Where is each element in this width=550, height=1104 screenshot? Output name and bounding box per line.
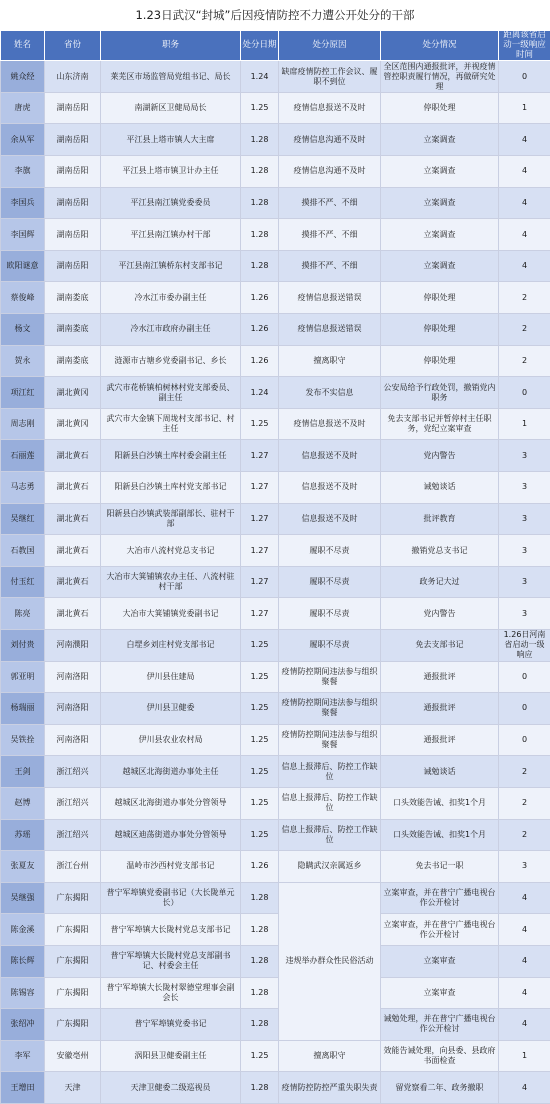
cell-name: 苏瑶 <box>1 819 45 851</box>
cell-date: 1.27 <box>241 440 279 472</box>
cell-position: 莱芜区市场监管局党组书记、局长 <box>101 61 241 93</box>
cell-position: 伊川县农业农村局 <box>101 724 241 756</box>
cell-days: 2 <box>499 819 550 851</box>
cell-date: 1.24 <box>241 61 279 93</box>
cell-name: 吴继红 <box>1 503 45 535</box>
cell-date: 1.25 <box>241 92 279 124</box>
table-row <box>1 1040 550 1072</box>
cell-position: 冷水江市委办副主任 <box>101 282 241 314</box>
header-name: 姓名 <box>1 31 45 61</box>
cell-province: 广东揭阳 <box>45 1009 101 1041</box>
cell-date: 1.28 <box>241 945 279 977</box>
cell-position: 天津卫健委二级巡视员 <box>101 1072 241 1104</box>
table-row <box>1 598 550 630</box>
cell-name: 赵博 <box>1 787 45 819</box>
cell-province: 湖南岳阳 <box>45 92 101 124</box>
cell-position: 越城区北海街道办事处主任 <box>101 756 241 788</box>
cell-days: 3 <box>499 472 550 504</box>
header-reason: 处分原因 <box>279 31 381 61</box>
cell-result: 留党察看二年、政务撤职 <box>381 1072 499 1104</box>
cell-name: 李旗 <box>1 156 45 188</box>
cell-reason: 疫情防控期间违法参与组织聚餐 <box>279 724 381 756</box>
cell-result: 立案调查 <box>381 124 499 156</box>
cell-name: 陈亮 <box>1 598 45 630</box>
cell-position: 越城区迪荡街道办事处分管领导 <box>101 819 241 851</box>
cell-days: 4 <box>499 977 550 1009</box>
cell-days: 4 <box>499 1072 550 1104</box>
cell-province: 湖北黄石 <box>45 440 101 472</box>
cell-days: 4 <box>499 882 550 914</box>
cell-days: 4 <box>499 219 550 251</box>
cell-result: 免去书记一职 <box>381 851 499 883</box>
cell-reason: 信息上报滞后、防控工作缺位 <box>279 819 381 851</box>
cell-position: 阳新县白沙镇武装部副部长、驻村干部 <box>101 503 241 535</box>
cell-result: 立案审查 <box>381 945 499 977</box>
cell-days: 3 <box>499 598 550 630</box>
cell-reason: 疫情信息沟通不及时 <box>279 124 381 156</box>
cell-reason: 缺席疫情防控工作会议、履职不到位 <box>279 61 381 93</box>
cell-date: 1.25 <box>241 787 279 819</box>
table-row <box>1 345 550 377</box>
cell-name: 石丽莲 <box>1 440 45 472</box>
cell-reason: 疫情信息报送不及时 <box>279 92 381 124</box>
table-row <box>1 124 550 156</box>
cell-name: 王增田 <box>1 1072 45 1104</box>
cell-name: 杨文 <box>1 314 45 346</box>
cell-days: 4 <box>499 1009 550 1041</box>
cell-name: 欧阳谜意 <box>1 250 45 282</box>
cell-province: 河南洛阳 <box>45 661 101 693</box>
cell-name: 郭亚明 <box>1 661 45 693</box>
cell-reason: 摸排不严、不细 <box>279 250 381 282</box>
cell-position: 普宁军埠镇党委书记 <box>101 1009 241 1041</box>
cell-position: 普宁军埠镇党委副书记（大长陇单元长） <box>101 882 241 914</box>
cell-name: 王剑 <box>1 756 45 788</box>
table-title: 1.23日武汉“封城”后因疫情防控不力遭公开处分的干部 <box>0 0 550 30</box>
cell-date: 1.25 <box>241 1040 279 1072</box>
header-date: 处分日期 <box>241 31 279 61</box>
cell-result: 批评教育 <box>381 503 499 535</box>
cell-name: 李军 <box>1 1040 45 1072</box>
table-row <box>1 219 550 251</box>
cell-date: 1.25 <box>241 693 279 725</box>
table-row <box>1 693 550 725</box>
cell-result: 立案调查 <box>381 250 499 282</box>
cell-days: 2 <box>499 345 550 377</box>
cell-date: 1.28 <box>241 124 279 156</box>
cell-position: 阳新县白沙镇土库村委会副主任 <box>101 440 241 472</box>
cell-days: 4 <box>499 914 550 946</box>
cell-days: 0 <box>499 724 550 756</box>
cell-date: 1.27 <box>241 503 279 535</box>
cell-province: 湖北黄冈 <box>45 377 101 409</box>
cell-result: 通报批评 <box>381 724 499 756</box>
cell-date: 1.28 <box>241 187 279 219</box>
cell-reason: 履职不尽责 <box>279 629 381 661</box>
cell-result: 撤销党总支书记 <box>381 535 499 567</box>
cell-name: 陈长辉 <box>1 945 45 977</box>
cell-position: 平江县南江镇党委委员 <box>101 187 241 219</box>
header-province: 省份 <box>45 31 101 61</box>
cell-days: 0 <box>499 661 550 693</box>
cell-days: 3 <box>499 851 550 883</box>
cell-position: 大冶市八流村党总支书记 <box>101 535 241 567</box>
cell-result: 通报批评 <box>381 661 499 693</box>
cell-days: 3 <box>499 566 550 598</box>
cell-result: 停职处理 <box>381 314 499 346</box>
cell-reason: 履职不尽责 <box>279 598 381 630</box>
table-row <box>1 314 550 346</box>
cell-result: 诫勉处理，并在普宁广播电视台作公开检讨 <box>381 1009 499 1041</box>
table-row <box>1 882 550 914</box>
cell-province: 安徽亳州 <box>45 1040 101 1072</box>
cell-province: 湖北黄石 <box>45 598 101 630</box>
cell-days: 1 <box>499 1040 550 1072</box>
cell-reason: 擅离职守 <box>279 345 381 377</box>
cell-name: 陈金溪 <box>1 914 45 946</box>
cell-reason: 疫情信息沟通不及时 <box>279 156 381 188</box>
table-row <box>1 61 550 93</box>
cell-province: 广东揭阳 <box>45 945 101 977</box>
cell-position: 冷水江市政府办副主任 <box>101 314 241 346</box>
cell-date: 1.27 <box>241 598 279 630</box>
cell-position: 白堽乡刘庄村党支部书记 <box>101 629 241 661</box>
cell-position: 伊川县住建局 <box>101 661 241 693</box>
cell-date: 1.26 <box>241 345 279 377</box>
cell-name: 张夏友 <box>1 851 45 883</box>
cell-province: 浙江绍兴 <box>45 756 101 788</box>
cell-reason: 隐瞒武汉亲属返乡 <box>279 851 381 883</box>
cell-province: 湖南岳阳 <box>45 219 101 251</box>
table-row <box>1 914 550 946</box>
cell-reason: 摸排不严、不细 <box>279 219 381 251</box>
cell-date: 1.26 <box>241 282 279 314</box>
cell-date: 1.25 <box>241 756 279 788</box>
cell-days: 1 <box>499 408 550 440</box>
cell-result: 立案审查 <box>381 977 499 1009</box>
cell-days: 2 <box>499 314 550 346</box>
cell-name: 贺永 <box>1 345 45 377</box>
table-row <box>1 945 550 977</box>
cell-reason: 违规举办群众性民俗活动 <box>279 882 381 1040</box>
cell-date: 1.25 <box>241 724 279 756</box>
cell-date: 1.25 <box>241 408 279 440</box>
cell-position: 阳新县白沙镇土库村党支部书记 <box>101 472 241 504</box>
cell-date: 1.28 <box>241 1072 279 1104</box>
cell-position: 越城区北海街道办事处分管领导 <box>101 787 241 819</box>
cell-days: 0 <box>499 61 550 93</box>
cell-name: 项江红 <box>1 377 45 409</box>
cell-name: 陈锡容 <box>1 977 45 1009</box>
cell-days: 3 <box>499 440 550 472</box>
cell-result: 免去支部书记并暂停村主任职务，党纪立案审查 <box>381 408 499 440</box>
table-row <box>1 408 550 440</box>
cell-reason: 信息报送不及时 <box>279 472 381 504</box>
cell-position: 平江县南江镇办村干部 <box>101 219 241 251</box>
cell-province: 湖南岳阳 <box>45 187 101 219</box>
table-row <box>1 851 550 883</box>
cell-result: 口头效能告诫、扣奖1个月 <box>381 819 499 851</box>
cell-reason: 履职不尽责 <box>279 566 381 598</box>
cell-result: 党内警告 <box>381 598 499 630</box>
cell-reason: 疫情信息报送不及时 <box>279 408 381 440</box>
cell-position: 武穴市花桥镇柏树林村党支部委员、副主任 <box>101 377 241 409</box>
cell-province: 湖南岳阳 <box>45 124 101 156</box>
cell-name: 周志刚 <box>1 408 45 440</box>
cell-position: 武穴市大金镇下周垅村支部书记、村主任 <box>101 408 241 440</box>
cell-province: 广东揭阳 <box>45 977 101 1009</box>
table-row <box>1 1009 550 1041</box>
cell-result: 诫勉谈话 <box>381 472 499 504</box>
cell-days: 0 <box>499 377 550 409</box>
cell-date: 1.27 <box>241 535 279 567</box>
cell-reason: 疫情防控期间违法参与组织聚餐 <box>279 661 381 693</box>
cell-result: 效能告诫处理，向县委、县政府书面检查 <box>381 1040 499 1072</box>
table-row <box>1 756 550 788</box>
cell-position: 温岭市沙西村党支部书记 <box>101 851 241 883</box>
cell-date: 1.24 <box>241 377 279 409</box>
cell-days: 3 <box>499 503 550 535</box>
cell-date: 1.28 <box>241 250 279 282</box>
table-row <box>1 1072 550 1104</box>
cell-result: 立案调查 <box>381 219 499 251</box>
cell-result: 政务记大过 <box>381 566 499 598</box>
cell-name: 余从军 <box>1 124 45 156</box>
cell-date: 1.28 <box>241 219 279 251</box>
cell-result: 停职处理 <box>381 345 499 377</box>
table-row <box>1 156 550 188</box>
cell-province: 山东济南 <box>45 61 101 93</box>
cell-days: 4 <box>499 250 550 282</box>
table-row <box>1 819 550 851</box>
cell-province: 湖南娄底 <box>45 345 101 377</box>
cell-name: 李国辉 <box>1 219 45 251</box>
cell-name: 吴继强 <box>1 882 45 914</box>
cell-name: 刘付贵 <box>1 629 45 661</box>
table-row <box>1 282 550 314</box>
table-row <box>1 977 550 1009</box>
cell-province: 湖北黄石 <box>45 503 101 535</box>
cell-position: 大冶市大箕铺镇农办主任、八流村驻村干部 <box>101 566 241 598</box>
cell-date: 1.28 <box>241 977 279 1009</box>
cell-days: 4 <box>499 156 550 188</box>
cell-result: 停职处理 <box>381 92 499 124</box>
cell-province: 浙江绍兴 <box>45 787 101 819</box>
cell-province: 湖南娄底 <box>45 314 101 346</box>
cell-days: 2 <box>499 282 550 314</box>
cell-days: 4 <box>499 187 550 219</box>
cell-province: 广东揭阳 <box>45 882 101 914</box>
cell-date: 1.25 <box>241 629 279 661</box>
cell-result: 诫勉谈话 <box>381 756 499 788</box>
cell-reason: 信息上报滞后、防控工作缺位 <box>279 787 381 819</box>
table-row <box>1 724 550 756</box>
cell-date: 1.26 <box>241 851 279 883</box>
cell-name: 蔡俊峰 <box>1 282 45 314</box>
cell-date: 1.25 <box>241 819 279 851</box>
table-row <box>1 503 550 535</box>
cell-province: 天津 <box>45 1072 101 1104</box>
header-days: 距离该省启动一级响应时间 <box>499 31 550 61</box>
cell-days: 1.26日河南省启动一级响应 <box>499 629 550 661</box>
cell-position: 大冶市大箕铺镇党委副书记 <box>101 598 241 630</box>
cell-name: 张绍冲 <box>1 1009 45 1041</box>
header-position: 职务 <box>101 31 241 61</box>
cell-province: 湖北黄冈 <box>45 408 101 440</box>
cell-reason: 疫情信息报送错误 <box>279 314 381 346</box>
cell-reason: 信息报送不及时 <box>279 503 381 535</box>
cell-days: 1 <box>499 92 550 124</box>
table-row <box>1 661 550 693</box>
cell-position: 平江县南江镇桥东村支部书记 <box>101 250 241 282</box>
cell-date: 1.28 <box>241 1009 279 1041</box>
discipline-table <box>0 30 550 1104</box>
cell-position: 涡阳县卫健委副主任 <box>101 1040 241 1072</box>
cell-reason: 信息报送不及时 <box>279 440 381 472</box>
cell-name: 姚众经 <box>1 61 45 93</box>
cell-reason: 疫情防控防控严重失职失责 <box>279 1072 381 1104</box>
cell-result: 党内警告 <box>381 440 499 472</box>
cell-name: 马志勇 <box>1 472 45 504</box>
cell-name: 唐虎 <box>1 92 45 124</box>
cell-reason: 擅离职守 <box>279 1040 381 1072</box>
cell-province: 河南洛阳 <box>45 693 101 725</box>
cell-date: 1.28 <box>241 156 279 188</box>
cell-province: 浙江台州 <box>45 851 101 883</box>
cell-position: 南湖新区卫健局局长 <box>101 92 241 124</box>
cell-days: 4 <box>499 945 550 977</box>
cell-days: 4 <box>499 124 550 156</box>
table-row <box>1 250 550 282</box>
cell-position: 普宁军埠镇大长陇村翠德堂理事会副会长 <box>101 977 241 1009</box>
cell-province: 湖南岳阳 <box>45 250 101 282</box>
table-row <box>1 629 550 661</box>
table-row <box>1 787 550 819</box>
cell-position: 伊川县卫健委 <box>101 693 241 725</box>
header-row <box>1 31 550 61</box>
cell-result: 立案调查 <box>381 156 499 188</box>
cell-province: 湖南娄底 <box>45 282 101 314</box>
cell-name: 李国兵 <box>1 187 45 219</box>
cell-position: 涟源市古塘乡党委副书记、乡长 <box>101 345 241 377</box>
cell-result: 全区范围内通报批评，并视疫情管控职责履行情况，再做研究处理 <box>381 61 499 93</box>
cell-days: 2 <box>499 787 550 819</box>
cell-result: 口头效能告诫、扣奖1个月 <box>381 787 499 819</box>
cell-date: 1.28 <box>241 914 279 946</box>
cell-days: 2 <box>499 756 550 788</box>
cell-result: 公安局给予行政处罚，撤销党内职务 <box>381 377 499 409</box>
cell-date: 1.25 <box>241 661 279 693</box>
table-row <box>1 566 550 598</box>
cell-date: 1.27 <box>241 566 279 598</box>
cell-date: 1.26 <box>241 314 279 346</box>
cell-name: 杨瑞丽 <box>1 693 45 725</box>
table-row <box>1 187 550 219</box>
cell-days: 0 <box>499 693 550 725</box>
cell-province: 广东揭阳 <box>45 914 101 946</box>
header-result: 处分情况 <box>381 31 499 61</box>
cell-reason: 疫情信息报送错误 <box>279 282 381 314</box>
cell-reason: 发布不实信息 <box>279 377 381 409</box>
cell-result: 停职处理 <box>381 282 499 314</box>
cell-province: 湖北黄石 <box>45 535 101 567</box>
table-body <box>1 61 550 1104</box>
cell-position: 平江县上塔市镇卫计办主任 <box>101 156 241 188</box>
cell-name: 石教国 <box>1 535 45 567</box>
cell-name: 付玉红 <box>1 566 45 598</box>
cell-result: 立案调查 <box>381 187 499 219</box>
cell-province: 河南濮阳 <box>45 629 101 661</box>
cell-province: 湖北黄石 <box>45 566 101 598</box>
table-row <box>1 92 550 124</box>
cell-province: 湖南岳阳 <box>45 156 101 188</box>
table-row <box>1 377 550 409</box>
cell-province: 湖北黄石 <box>45 472 101 504</box>
cell-date: 1.28 <box>241 882 279 914</box>
cell-name: 吴铁拴 <box>1 724 45 756</box>
cell-province: 浙江绍兴 <box>45 819 101 851</box>
table-row <box>1 440 550 472</box>
cell-reason: 信息上报滞后、防控工作缺位 <box>279 756 381 788</box>
cell-position: 普宁军埠镇大长陇村党总支部书记 <box>101 914 241 946</box>
cell-result: 立案审查，并在普宁广播电视台作公开检讨 <box>381 882 499 914</box>
cell-result: 立案审查，并在普宁广播电视台作公开检讨 <box>381 914 499 946</box>
cell-position: 普宁军埠镇大长陇村党总支部副书记、村委会主任 <box>101 945 241 977</box>
cell-days: 3 <box>499 535 550 567</box>
table-row <box>1 472 550 504</box>
cell-reason: 疫情防控期间违法参与组织聚餐 <box>279 693 381 725</box>
cell-province: 河南洛阳 <box>45 724 101 756</box>
cell-date: 1.27 <box>241 472 279 504</box>
cell-position: 平江县上塔市镇人大主席 <box>101 124 241 156</box>
cell-result: 通报批评 <box>381 693 499 725</box>
table-row <box>1 535 550 567</box>
cell-reason: 履职不尽责 <box>279 535 381 567</box>
cell-reason: 摸排不严、不细 <box>279 187 381 219</box>
cell-result: 免去支部书记 <box>381 629 499 661</box>
